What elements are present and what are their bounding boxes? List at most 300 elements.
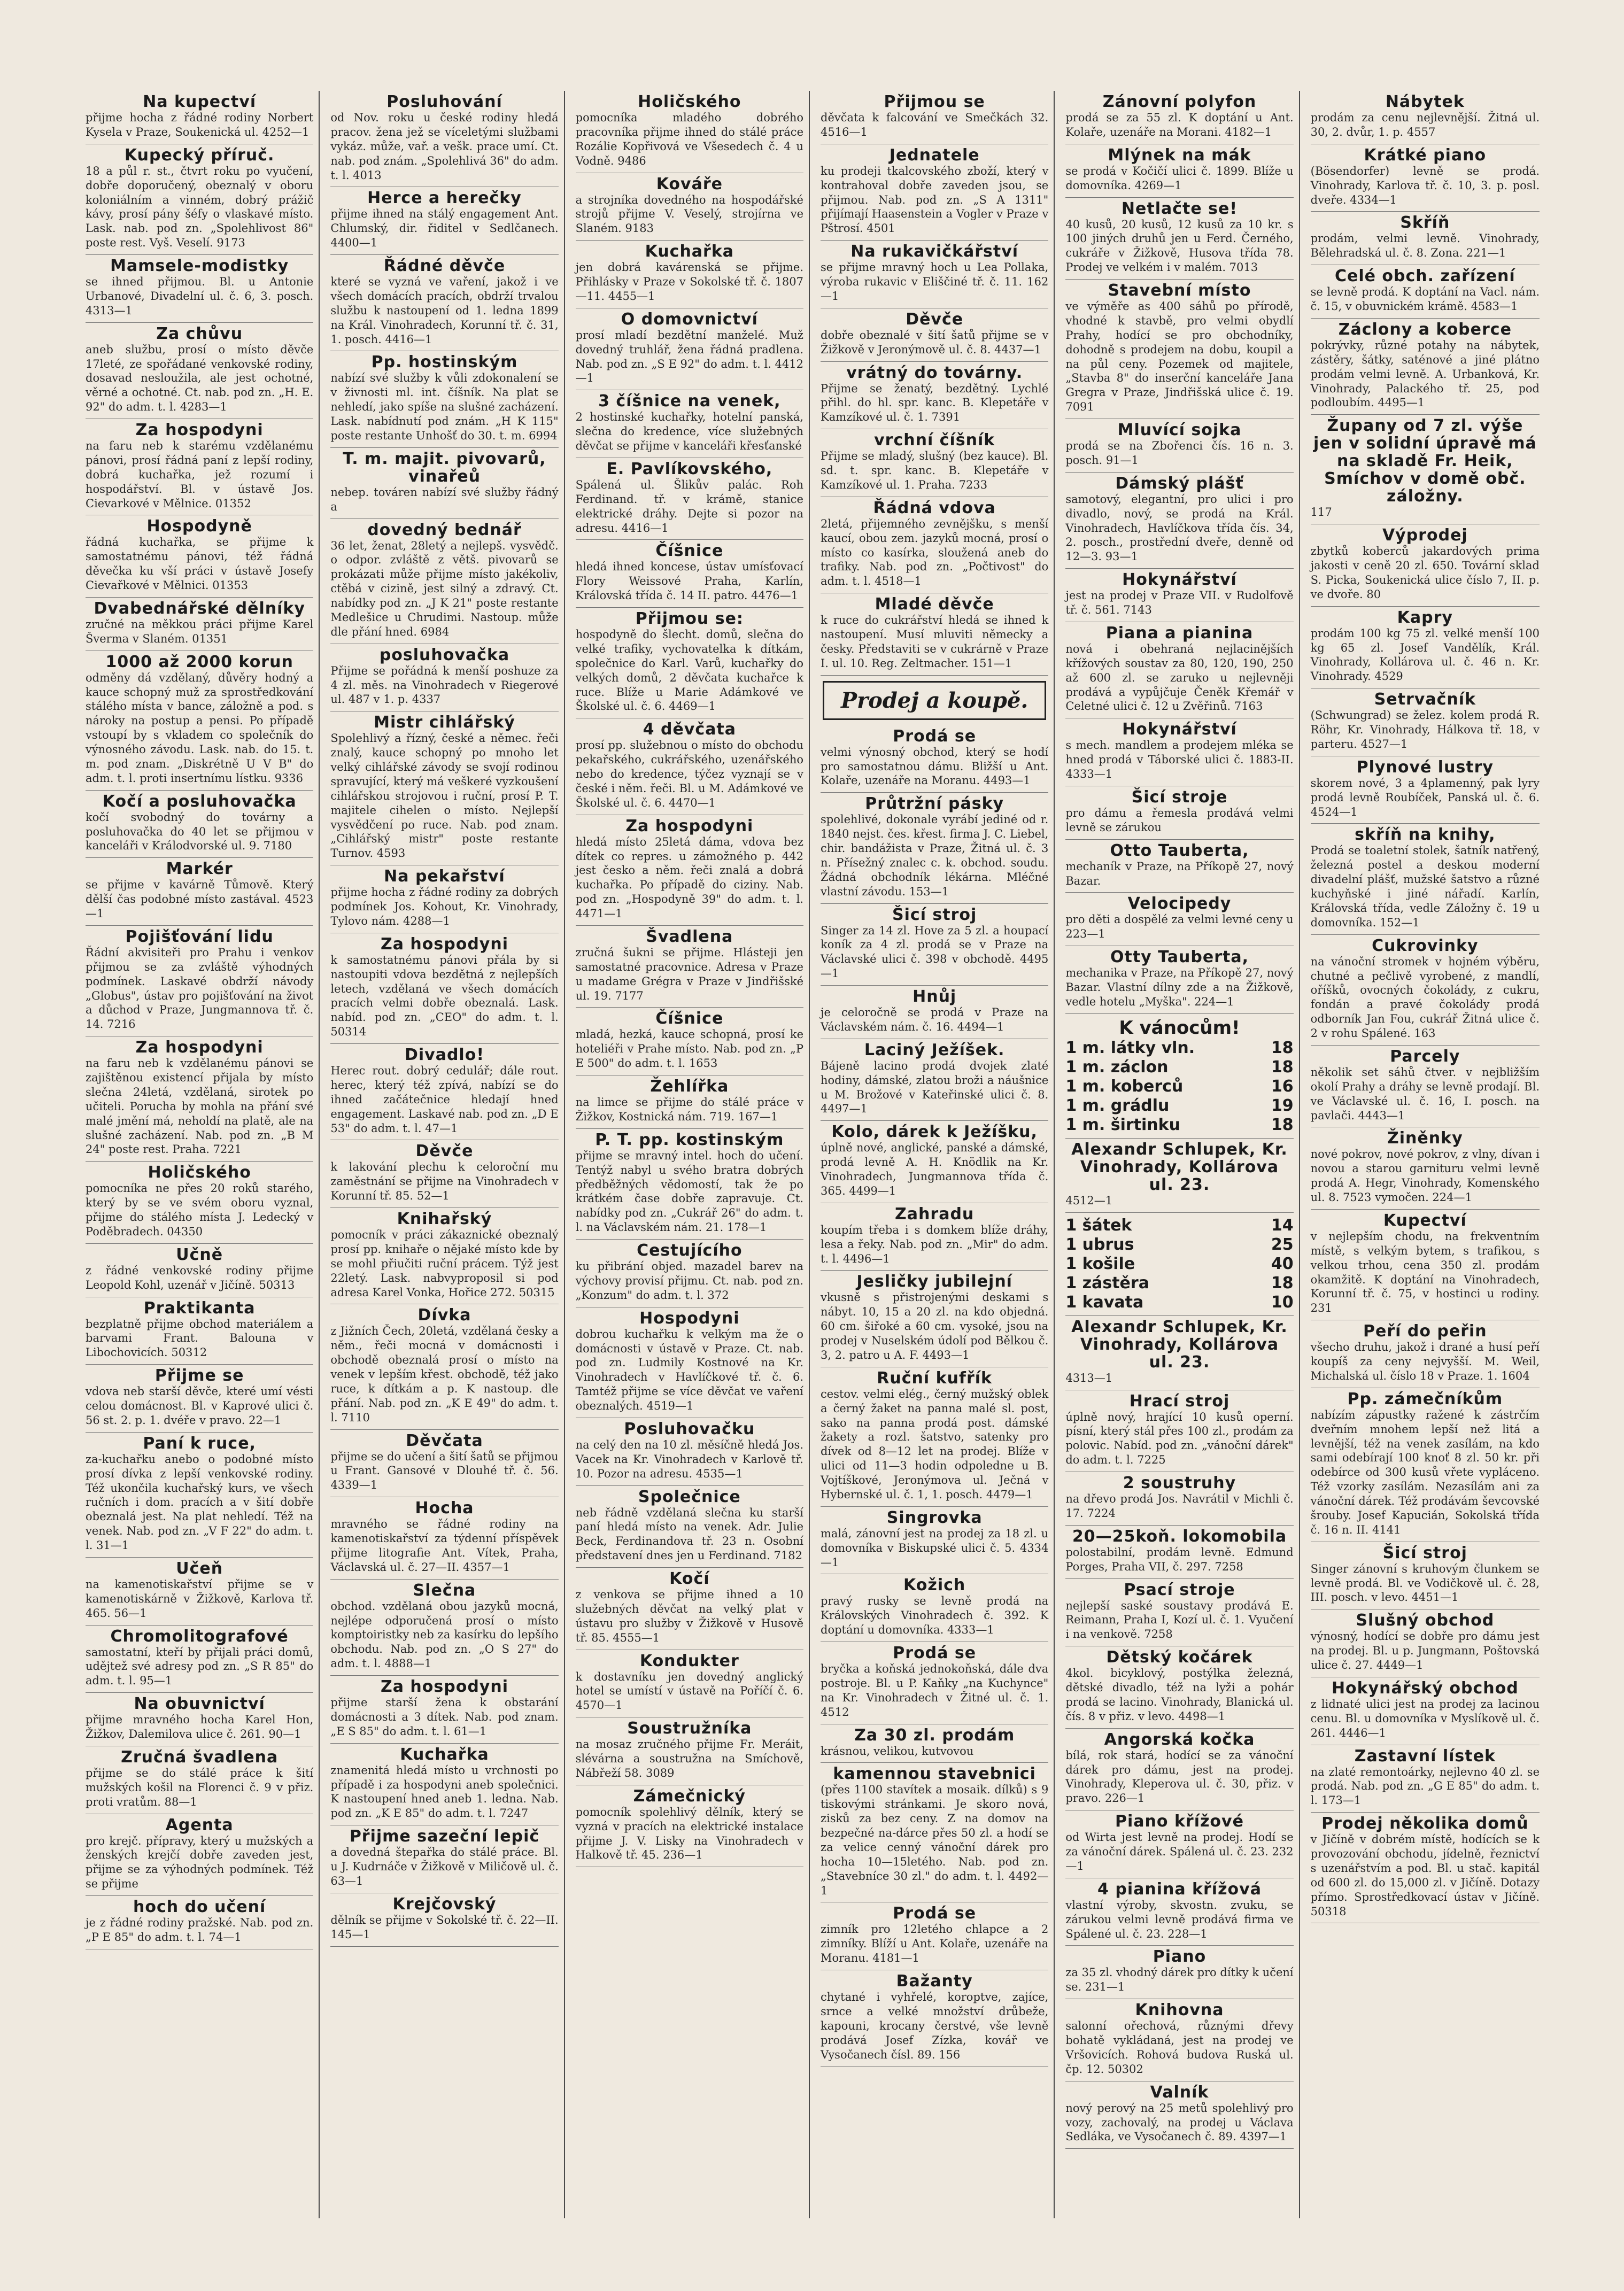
classified-ad (576, 926, 803, 1008)
classified-ad (1065, 1810, 1293, 1878)
ad-body: dobrou kuchařku k velkým ma že o domácnosti v ústavě v Praze. Ct. nab. pod zn. Ludmily Kostnové na Kr. Vinohradech v Havlíčkové tř. č. 6. Tamtéž přijme se více děvčat ve vaření obeznalých. 4519—1 (575, 1327, 803, 1412)
ad-body: k samostatnému pánovi přála by si nastoupiti vdova bezdětná z nejlepších letech, vzdělaná ve všech domácích pracích velmi dobře obeznalá. Lask. nabíd. pod zn. „CEO" do adm. t. l. 50314 (330, 953, 559, 1039)
classified-ad (1311, 756, 1540, 824)
ad-body: z venkova se přijme ihned a 10 služebných děvčat na velký plat v ústavu pro služby v Žižkově v Husově tř. 85. 4555—1 (575, 1588, 803, 1644)
classified-ad (86, 255, 313, 323)
classified-ad (330, 933, 558, 1044)
ad-body: úplně nové, anglické, panské a dámské, prodá levně A. H. Knödlik na Kr. Vinohradech, Jungmannova třída č. 365. 4499—1 (821, 1141, 1049, 1197)
classified-ad (330, 1044, 558, 1140)
newspaper-page (80, 91, 1545, 2218)
ad-body: 18 a půl r. st., čtvrt roku po vyučení, dobře doporučený, obeznalý v oboru koloniálním a vinném, dobrý prážič kávy, prosí pány šéfy o vlaskavé místo. Lask. nab. pod zn. „Spolehlivost 86" poste rest. Vyš. Veselí. 9173 (86, 164, 314, 250)
classified-ad (821, 1367, 1048, 1507)
classified-ad (576, 1075, 803, 1129)
ad-headline: Krejčovský (392, 1894, 497, 1914)
classified-ad (330, 91, 558, 187)
classified-ad (330, 519, 558, 644)
classified-ad (1065, 2081, 1293, 2149)
classified-ad (330, 644, 558, 712)
classified-ad (1065, 718, 1293, 786)
ad-headline: Číšnice (655, 1009, 724, 1028)
ad-body: polostabilní, prodám levně. Edmund Porges, Praha VII, č. 297. 7258 (1065, 1545, 1294, 1573)
ad-headline: Holičského (638, 92, 741, 111)
price-list-value: 18 (1271, 1273, 1294, 1292)
ad-headline: Mlýnek na mák (1108, 145, 1251, 165)
ad-headline: Stavební místo (1108, 281, 1251, 300)
ad-headline: skříň na knihy, (1355, 825, 1496, 845)
classified-ad (1311, 319, 1540, 415)
ad-headline: Prodej několika domů (1321, 1814, 1529, 1833)
classified-ad (86, 1626, 313, 1693)
classified-ad (330, 448, 558, 519)
ad-headline: Knihovna (1135, 2001, 1224, 2020)
ad-body: pomocníka ne přes 20 roků starého, který by se ve svém oboru vyznal, přijme do stálého místa J. Ledecký v Poděbradech. 04350 (86, 1182, 314, 1238)
ad-headline: 3 číšnice na venek, (598, 392, 781, 411)
ad-body: ku přibrání objed. mazadel barev na výchovy provisí přijmu. Ct. nab. pod zn. „Konzum" do adm. t. l. 372 (575, 1260, 803, 1302)
ad-body: 40 kusů, 20 kusů, 12 kusů za 10 kr. s 100 jiných druhů jen u Ferd. Černého, cukráře v Žižkově, Husova třída 78. Prodej ve velkém i v malém. 7013 (1065, 218, 1294, 274)
ad-headline: Kondukter (639, 1651, 739, 1670)
ad-headline: Cestujícího (637, 1241, 743, 1260)
ad-headline: Hocha (415, 1499, 474, 1518)
classified-ad (86, 1162, 313, 1244)
classified-ad (1065, 1579, 1293, 1647)
ad-headline: O domovnictví (621, 309, 758, 329)
classified-ad (821, 1902, 1048, 1970)
price-list-row (1065, 1077, 1293, 1096)
ad-headline: Alexandr Schlupek, Kr. Vinohrady, Kollárova ul. 23. (1071, 1317, 1288, 1372)
ad-body: chytané i vyhřelé, koroptve, zajíce, srnce a velké množství drůbeže, kapouni, krocany čerstvé, vše levně prodává Josef Zízka, kovář ve Vysočanech čísl. 89. 156 (821, 1991, 1049, 2061)
ad-headline: Angorská kočka (1104, 1730, 1255, 1749)
price-list-item: 1 zástěra (1065, 1273, 1149, 1292)
ad-body: vkusně s přistrojenými deskami s nábyt. 10, 15 a 20 zl. na kdo objedná. 60 cm. šiřoké a 60 cm. vysoké, jsou na prodej v Nuselském údolí pod Bělkou č. 3, 2. patro u A. F. 4493—1 (821, 1291, 1049, 1361)
classified-ad (1065, 144, 1293, 198)
classified-ad (1311, 265, 1540, 319)
ad-body: výnosný, hodící se dobře pro dámu jest na prodej. Bl. u p. Jungmann, Poštovská ulice č. 27. 4449—1 (1310, 1630, 1540, 1671)
classified-ad (1311, 688, 1540, 756)
classified-ad (86, 1814, 313, 1897)
ad-body: hledá místo 25letá dáma, vdova bez dítek co repres. u zámožného p. 442 jest česko a něm. řeči znalá a dobrá kuchařka. Po případě do ciziny. Nab. pod zn. „Hospodyně 39" do adm. t. l. 4471—1 (575, 835, 803, 920)
ad-headline: P. T. pp. kostinským (595, 1130, 784, 1149)
classified-ad (821, 1724, 1048, 1763)
ad-body: znamenitá hledá místo u vrchnosti po případě i za hospodyni aneb společnici. K nastoupení hned aneb 1. ledna. Nab. pod zn. „K E 85" do adm. t. l. 7247 (330, 1763, 559, 1820)
ad-body: z řádné venkovské rodiny přijme Leopold Kohl, uzenář v Jičíně. 50313 (86, 1264, 314, 1291)
ad-headline: Peří do peřin (1363, 1322, 1487, 1341)
ad-body: přijme se do stálé práce k šití mužských košil na Florenci č. 9 v přiz. proti vratům. 88—1 (86, 1766, 314, 1808)
ad-body: nové pokrov, nové pokrov, z vlny, dívan i novou a starou garnituru velmi levně prodá A. Hegr, Vinohrady, Komenského ul. 8. 7523 vymočen. 224—1 (1310, 1148, 1540, 1204)
ad-headline: Za hospodyni (135, 1038, 264, 1057)
ad-body: na celý den na 10 zl. měsíčně hledá Jos. Vacek na Kr. Vinohradech v Karlově tř. 10. Pozor na adresu. 4535—1 (575, 1438, 803, 1480)
ad-body: malá, zánovní jest na prodej za 18 zl. u domovníka v Biskupské ulici č. 5. 4334—1 (821, 1527, 1049, 1569)
ad-body: řádná kuchařka, se přijme k samostatnému pánovi, též řádná děvečka ku vší práci v ústavě Josefy Cievařkové v Mělnici. 01353 (86, 536, 314, 592)
classified-ad (330, 1580, 558, 1676)
classified-ad (1311, 935, 1540, 1046)
classified-ad (1311, 1127, 1540, 1210)
ad-headline: Šicí stroje (1131, 787, 1228, 807)
classified-ad (330, 187, 558, 255)
ad-body: s mech. mandlem a prodejem mléka se hned prodá v Táborské ulici č. 1883-II. 4333—1 (1065, 739, 1294, 780)
ad-headline: Dívka (417, 1306, 471, 1325)
ad-body: se přijme v kavárně Tůmově. Který dělší čas podobné místo zastával. 4523—1 (86, 878, 314, 920)
price-list-row (1065, 1116, 1293, 1135)
ad-body: pokrývky, různé potahy na nábytek, zástěry, šátky, saténové a jiné plátno prodám velmi levně. A. Urbanková, Kr. Vinohrady, Palackého tř. 25, pod podloubím. 4495—1 (1310, 338, 1540, 409)
price-list-value: 14 (1271, 1216, 1294, 1235)
ad-headline: Řádná vdova (873, 498, 996, 517)
ad-headline: Na kupectví (143, 92, 257, 111)
ad-headline: Knihařský (397, 1210, 492, 1228)
ad-headline: Prodá se (893, 1644, 977, 1662)
ad-body: krásnou, velikou, kutvovou (821, 1744, 974, 1758)
ad-headline: Paní k ruce, (143, 1434, 256, 1453)
ad-body: prodá se za 55 zl. K doptání u Ant. Kolaře, uzenáře na Morani. 4182—1 (1065, 111, 1294, 138)
classified-ad (1065, 1878, 1293, 1946)
classified-ad (821, 429, 1048, 497)
classified-ad (330, 1497, 558, 1580)
ad-headline: Kožich (903, 1576, 966, 1595)
ad-body: mechaník v Praze, na Příkopě 27, nový Bazar. (1065, 860, 1294, 887)
ad-headline: Hnůj (912, 987, 957, 1006)
classified-ad (1311, 824, 1540, 934)
classified-ad (330, 1893, 558, 1947)
ad-body: v Jičíně v dobrém místě, hodících se k provozování obchodu, jídelně, řeznictví s uzenářstvím a pod. Bl. u stač. kapitál od 600 zl. do 15,000 zl. v Jičíně. Dotazy přímo. Sprostředkovací ústav v Jičíně. 50318 (1310, 1833, 1540, 1918)
ad-headline: Soustružníka (627, 1719, 752, 1738)
ad-body: bryčka a koňská jednokoňská, dále dva postroje. Bl. u P. Kaňky „na Kuchynce" na Kr. Vinohradech v Žitné ul. č. 1. 4512 (821, 1662, 1049, 1719)
ad-body: všecho druhu, jakož i drané a husí peří koupíš za ceny nejvyšší. M. Weil, Michalská ul. číslo 18 v Praze. 1. 1604 (1310, 1341, 1540, 1382)
ad-body: odměny dá vzdělaný, důvěry hodný a kauce schopný muž za sprostředkování stálého místa v bance, záložně a pod. s nároky na postup a pensi. Po případě vstoupí by s vkladem co společník do výnosného závodu. Lask. nab. do 15. t. m. pod znam. „Diskrétně U V B" do adm. t. l. proti insertnímu lístku. 9336 (86, 671, 314, 785)
ad-headline: Výprodej (1382, 526, 1468, 545)
classified-ad (86, 598, 313, 651)
ad-headline: Za hospodyni (380, 934, 508, 954)
ad-body: na faru neb k starému vzdělanému pánovi, prosí řádná paní z lepší rodiny, dobrá kuchařka, jež rozumí i hospodářství. Bl. v ústavě Jos. Cievarkové v Mělnice. 01352 (86, 439, 314, 510)
ad-body: přijme se mravný intel. hoch do učení. Tentýž nabyl u svého bratra dobrých předběžných vědomostí, tak že po krátkém čase dobře zapravuje. Ct. nabídky pod zn. „Cukrář 26" do adm. t. l. na Václavském nám. 21. 178—1 (575, 1149, 803, 1234)
ad-body: přijme mravného hocha Karel Hon, Žižkov, Dalemilova ulice č. 261. 90—1 (86, 1713, 314, 1740)
price-list-row (1065, 1058, 1293, 1077)
ad-headline: Přijme sazeční lepič (349, 1827, 540, 1846)
ad-headline: Netlačte se! (1121, 199, 1238, 218)
ad-headline: Hospodyně (146, 517, 252, 536)
ad-headline: Za 30 zl. prodám (854, 1725, 1015, 1745)
classified-ad (576, 1129, 803, 1240)
ad-headline: vrchní číšník (874, 431, 995, 450)
classified-ad (576, 173, 803, 241)
ad-body: Spálená ul. Šlikův palác. Roh Ferdinand. tř. v krámě, stanice elektrické dráhy. Dejte si pozor na adresu. 4416—1 (575, 478, 803, 535)
ad-body: na kamenotiskařství přijme se v kamenotiskárně v Žižkově, Karlova tř. 465. 56—1 (86, 1577, 314, 1620)
classified-ad (576, 1717, 803, 1785)
ad-body: a strojníka dovedného na hospodářské strojů přijme V. Veselý, strojírna ve Slaném. 9183 (575, 193, 803, 235)
classified-ad (576, 1568, 803, 1650)
classified-ad (330, 711, 558, 865)
ad-body: je celoročně se prodá v Praze na Václavském nám. č. 16. 4494—1 (821, 1006, 1049, 1033)
ad-body: zručné na měkkou práci přijme Karel Šverma v Slaném. 01351 (86, 617, 314, 645)
ad-headline: Agenta (165, 1815, 234, 1835)
ad-headline: Záclony a koberce (1338, 320, 1512, 339)
ad-body: k ruce do cukrářství hledá se ihned k nastoupení. Musí mluviti německy a česky. Představiti se v cukrárně v Praze I. ul. 10. Reg. Zeltmacher. 151—1 (821, 614, 1049, 670)
ad-body: prodám, velmi levně. Vinohrady, Bělehradská ul. č. 8. Zona. 221—1 (1310, 232, 1540, 260)
ad-headline: Posluhovačku (624, 1419, 755, 1438)
ad-body: nová i obehraná nejlacinějších křížových soustav za 80, 120, 190, 250 až 600 zl. se zaruko u nejlevněji prodává a vypůjčuje Čeněk Křemář v Celetné ulici č. 12 u Zvěřinů. 7163 (1065, 642, 1294, 713)
classified-ad (1065, 893, 1293, 946)
price-list-item: 1 m. koberců (1065, 1077, 1184, 1096)
ad-body: zručná šukni se přijme. Hlásteji jen samostatné pracovnice. Adresa v Praze u madame Grégra v Praze v Jindřišské ul. 19. 7177 (575, 946, 803, 1002)
ad-headline: Krátké piano (1364, 145, 1487, 165)
ad-body: mladá, hezká, kauce schopná, prosí ke hoteliéři v Prahe místo. Nab. pod zn. „P E 500" do adm. t. l. 1653 (575, 1028, 803, 1070)
ad-body: v nejlepším chodu, na frekventním místě, s velkým bytem, s trafikou, s velkou trhou, cena 350 zl. prodám okamžitě. K doptání na Vinohradech, Korunní tř. č. 75, v hostinci u rodiny. 231 (1310, 1229, 1540, 1315)
classified-ad (576, 91, 803, 173)
price-list-item: 1 m. širtinku (1065, 1115, 1180, 1134)
classified-ad (821, 904, 1048, 986)
classified-ad (1311, 1813, 1540, 1923)
ad-headline: Herce a herečky (367, 189, 522, 208)
classified-ad (576, 1418, 803, 1486)
ad-headline: Na obuvnictví (134, 1694, 265, 1714)
classified-ad (821, 1574, 1048, 1642)
classified-ad (86, 1244, 313, 1297)
price-list-value: 40 (1271, 1254, 1294, 1273)
ad-headline: Valník (1150, 2083, 1209, 2102)
price-list-value: 18 (1271, 1057, 1294, 1077)
column-1 (80, 91, 320, 2218)
ad-body: nejlepší saské soustavy prodává E. Reimann, Praha I, Kozí ul. č. 1. Vyučení i na venkově. 7258 (1065, 1599, 1294, 1641)
ad-headline: Holičského (148, 1163, 251, 1182)
classified-ad (1065, 622, 1293, 718)
ad-body: salonní ořechová, různými dřevy bohatě vykládaná, jest na prodej ve Vršovicích. Rohová budova Ruská ul. čp. 12. 50302 (1065, 2019, 1294, 2076)
ad-headline: Laciný Ježíšek. (864, 1040, 1005, 1059)
ad-body: jest na prodej v Praze VII. v Rudolfově tř. č. 561. 7143 (1065, 589, 1294, 616)
ad-headline: Učně (176, 1245, 223, 1264)
ad-body: na vánoční stromek v hojném výběru, chutné a pečlivě vyrobené, z mandlí, oříšků, ovocných čokolády, z cukru, fondán a pravé čokolády prodá odborník Jan Fou, cukrář Žitná ulice č. 2 v rohu Spálené. 163 (1310, 955, 1540, 1040)
ad-headline: Župany od 7 zl. výše jen v solidní úpravě má na skladě Fr. Heik, Smíchov v domě obč. záložny. (1313, 416, 1537, 506)
ad-headline: Singrovka (886, 1508, 983, 1527)
price-list-item: 1 m. grádlu (1065, 1096, 1170, 1115)
price-list-item: 1 košile (1065, 1254, 1135, 1273)
ad-body: nabízím zápustky ražené k zástrčím dveřním mnohem lepší než litá a levnější, též na venek zasílám, na kdo sami odebírají 100 knoť 8 zl. 50 kr. při odebírce od 300 kusů vřete vypláceno. Též vzorky zasílám. Nezasílám ani za vánoční dárek. Též prodávám ševcovské šrouby. Josef Kapucián, Sokolská třída č. 16 n. II. 4141 (1310, 1408, 1540, 1536)
price-list-item: 1 m. záclon (1065, 1057, 1169, 1077)
classified-ad (1065, 1472, 1293, 1526)
ad-headline: Otty Tauberta, (1110, 948, 1249, 967)
ad-body: prosí mladí bezdětní manželé. Muž dovedný truhlář, žena řádná pradlena. Nab. pod zn. „S E 92" do adm. t. l. 4412—1 (575, 328, 803, 385)
ad-body: 4313—1 (1065, 1371, 1113, 1384)
ad-body: na faru neb k vzdělanému pánovi se zajištěnou existencí přijala by místo slečna 24letá, vzdělaná, sirotek po učiteli. Porucha by mohla na přání své malé jmění má, neholdí na platě, ale na slušné zacházení. Nab. pod zn. „B M 24" poste rest. Praha. 7221 (86, 1057, 314, 1156)
ad-body: za-kuchařku anebo o podobné místo prosí dívka z lepší venkovské rodiny. Též ukončila kuchařský kurs, ve všech ručních i dom. pracích a v šití dobře obeznalá jest. Na plat nehledí. Též na venek. Nab. pod zn. „V F 22" do adm. t. l. 31—1 (86, 1452, 314, 1552)
ad-headline: Kováře (656, 174, 723, 194)
ad-headline: Společnice (638, 1487, 741, 1506)
ad-body: přijme hocha z řádné rodiny Norbert Kysela v Praze, Soukenická ul. 4252—1 (86, 111, 314, 138)
classified-ad (821, 725, 1048, 793)
classified-ad (1311, 1677, 1540, 1745)
ad-body: pro dámu a řemesla prodává velmi levně se zárukou (1065, 806, 1294, 834)
ad-body: přijme se do učení a šití šatů se přijmou u Frant. Gansové v Dlouhé tř. č. 56. 4339—1 (330, 1450, 559, 1492)
price-list-row (1065, 1216, 1293, 1235)
classified-ad (821, 986, 1048, 1039)
classified-ad (1311, 144, 1540, 212)
ad-headline: Slečna (413, 1581, 476, 1600)
classified-ad (330, 255, 558, 351)
classified-ad (821, 1039, 1048, 1121)
ad-body: pomocník spolehlivý dělník, který se vyzná v pracích na elektrické instalace přijme J. V. Lisky na Vinohradech v Halkově tř. 45. 236—1 (575, 1805, 803, 1862)
classified-ad (576, 308, 803, 391)
ad-headline: 20—25koň. lokomobila (1072, 1527, 1287, 1546)
ad-headline: Slušný obchod (1356, 1611, 1495, 1630)
ad-body: na zlaté remontoárky, nejlevno 40 zl. se prodá. Nab. pod zn. „G E 85" do adm. t. l. 173—1 (1310, 1765, 1540, 1807)
ad-body: skorem nové, 3 a 4plamenný, pak lyry prodá levně Roubíček, Panská ul. č. 6. 4524—1 (1310, 776, 1540, 818)
ad-headline: Plynové lustry (1356, 757, 1494, 777)
ad-body: pro děti a dospělé za velmi levné ceny u 223—1 (1065, 913, 1294, 941)
classified-ad (330, 1140, 558, 1208)
ad-headline: Skříň (1400, 213, 1450, 233)
ad-headline: Dvabednářské dělníky (94, 599, 305, 618)
ad-body: 2 hostinské kuchařky, hotelní panská, slečna do kredence, více služebných děvčat se přijme v kanceláři křesťanské (575, 411, 803, 452)
price-list-value: 19 (1271, 1096, 1294, 1115)
classified-ad (576, 1486, 803, 1568)
ad-body: samostatní, kteří by přijali práci domů, udějtež své adresy pod zn. „S R 85" do adm. t. l. 95—1 (86, 1645, 314, 1688)
ad-headline: Kočí a posluhovačka (102, 792, 297, 811)
ad-headline: Na rukavičkářství (850, 242, 1019, 261)
classified-ad (330, 1304, 558, 1429)
classified-ad (821, 1121, 1048, 1203)
classified-ad (1311, 1609, 1540, 1677)
ad-headline: Hokynářský obchod (1331, 1678, 1519, 1698)
classified-ad (1311, 1745, 1540, 1813)
ad-headline: Kuchařka (645, 242, 734, 261)
ad-headline: Otto Tauberta, (1110, 841, 1249, 860)
ad-headline: hoch do učení (133, 1898, 266, 1916)
ad-body: z lidnaté ulici jest na prodej za lacinou cenu. Bl. u domovníka v Myslíkově ul. č. 261. 4446—1 (1310, 1697, 1540, 1739)
ad-body: velmi výnosný obchod, který se hodí pro samostatnou dámu. Bližší u Ant. Kolaře, uzenáře na Moranu. 4493—1 (821, 745, 1049, 787)
ad-headline: Švadlena (646, 927, 733, 946)
ad-body: na limce se přijme do stálé práce v Žižkov, Kostnická nám. 719. 167—1 (575, 1096, 803, 1123)
ad-headline: Za chůvu (156, 324, 243, 343)
ad-headline: Řádné děvče (383, 257, 506, 275)
classified-ad (330, 1430, 558, 1498)
classified-ad (330, 1208, 558, 1304)
classified-ad (86, 1433, 313, 1558)
classified-ad (330, 1825, 558, 1893)
classified-ad (1065, 1526, 1293, 1579)
ad-headline: Děvče (906, 309, 964, 329)
ad-body: se ihned přijmou. Bl. u Antonie Urbanové, Divadelní ul. č. 6, 3. posch. 4313—1 (86, 275, 314, 317)
ad-body: které se vyzná ve vaření, jakož i ve všech domácích pracích, obdrží trvalou službu k nastoupení od 1. ledna 1899 na Král. Vinohradech, Korunní tř. č. 31, 1. posch. 4416—1 (330, 275, 559, 346)
ad-body: Singer zánovní s kruhovým člunkem se levně prodá. Bl. ve Vodičkově ul. č. 28, III. posch. v levo. 4451—1 (1310, 1562, 1540, 1604)
ad-headline: Mamsele-modistky (110, 257, 289, 275)
classified-ad (1065, 1999, 1293, 2081)
ad-body: samotový, elegantní, pro ulici i pro divadlo, nový, se prodá na Král. Vinohradech, Havlíčkova třída čís. 34, 2. posch., prostřední dveře, denně od 12—3. 93—1 (1065, 492, 1294, 563)
ad-headline: Markér (166, 860, 233, 879)
ad-headline: Mladé děvče (875, 595, 994, 614)
ad-body: se přijme mravný hoch u Lea Pollaka, výroba rukavic v Eliščiné tř. č. 11. 162—1 (821, 261, 1049, 303)
ad-body: pro krejč. přípravy, který u mužských a ženských krejčí dobře zaveden jest, přijme se za výhodných podmínek. Též se přijme (86, 1834, 314, 1891)
ad-headline: Za hospodyni (625, 816, 754, 835)
classified-ad (821, 144, 1048, 241)
ad-body: několik set sáhů čtver. v nejbližším okolí Prahy a dráhy se levně prodají. Bl. ve Václavské ul. č. 16, I. posch. na pavlači. 4443—1 (1310, 1065, 1540, 1122)
ad-headline: Parcely (1390, 1047, 1460, 1066)
ad-body: vlastní výroby, skvostn. zvuku, se zárukou velmi levně prodává firma ve Spálené ul. č. 23. 228—1 (1065, 1898, 1294, 1940)
ad-body: dělník se přijme v Sokolské tř. č. 22—II. 145—1 (330, 1913, 559, 1941)
classified-ad (821, 1642, 1048, 1724)
ad-body: přijme ihned na stálý engagement Ant. Chlumský, dir. řiditel v Sedlčanech. 4400—1 (330, 207, 559, 250)
classified-ad (1065, 1139, 1293, 1213)
classified-ad (330, 351, 558, 447)
classified-ad (821, 793, 1048, 903)
classified-ad (86, 1558, 313, 1626)
classified-ad (1311, 212, 1540, 265)
ad-body: 117 (1310, 506, 1332, 519)
ad-headline: Chromolitografové (110, 1627, 289, 1646)
ad-body: úplně nový, hrající 10 kusů operní. písní, který stál přes 100 zl., prodám za polovic. Nabíd. pod zn. „vánoční dárek" do adm. t. l. 7225 (1065, 1410, 1294, 1467)
classified-ad (1065, 419, 1293, 473)
ad-headline: 2 soustruhy (1123, 1474, 1236, 1492)
ad-body: zbytků koberců jakardových prima jakosti v ceně 20 zl. 650. Tovární sklad S. Picka, Soukenická ulice číslo 7, II. p. ve dvoře. 80 (1310, 545, 1540, 601)
ad-headline: Žiněnky (1387, 1129, 1463, 1148)
ad-body: Herec rout. dobrý cedulář; dále rout. herec, který též zpívá, nabízí se do ihned začátečnice hledají hned engagement. Laskavé nab. pod zn. „D E 53" do adm. t. l. 47—1 (330, 1064, 559, 1135)
ad-body: jen dobrá kavárenská se přijme. Přihlásky v Praze v Sokolské tř. č. 1807—11. 4455—1 (575, 261, 803, 303)
ad-body: (Bösendorfer) levně se prodá. Vinohrady, Karlova tř. č. 10, 3. p. posl. dveře. 4334—1 (1310, 164, 1540, 206)
price-list-item: 1 šátek (1065, 1216, 1132, 1235)
ad-body: Přijme se ženatý, bezdětný. Lychlé přihl. do hl. spr. kanc. B. Klepetáře v Kamzíkové ul. č. 1. 7391 (821, 382, 1049, 424)
ad-body: mravného se řádné rodiny na kamenotiskařství za týdenní příspěvek přijme litografie Ant. Vítek, Praha, Václavská ul. č. 27—II. 4357—1 (330, 1518, 559, 1574)
ad-headline: Kuchařka (400, 1745, 489, 1764)
classified-ad (1065, 473, 1293, 569)
ad-body: je z řádné rodiny pražské. Nab. pod zn. „P E 85" do adm. t. l. 74—1 (86, 1916, 314, 1944)
ad-body: za 35 zl. vhodný dárek pro dítky k učení se. 231—1 (1065, 1966, 1294, 1994)
classified-ad (576, 1307, 803, 1418)
classified-ad (1311, 91, 1540, 144)
price-list-value: 18 (1271, 1038, 1294, 1057)
classified-ad (1065, 280, 1293, 419)
classified-ad (86, 791, 313, 858)
classified-ad (821, 362, 1048, 430)
ad-body: a dovedná štepařka do stálé práce. Bl. u J. Kudrnáče v Žižkově v Miličově ul. č. 63—1 (330, 1846, 559, 1887)
ad-headline: Dámský plášť (1115, 474, 1244, 493)
column-3 (570, 91, 810, 2218)
ad-body: 2letá, přijemného zevnějšku, s menší kaucí, obou zem. jazyků mocná, prosí o místo co kasírka, sloužená aneb do trafiky. Nab. pod zn. „Počtivost" do adm. t. l. 4518—1 (821, 517, 1049, 588)
price-list-row (1065, 1039, 1293, 1058)
classified-ad (1311, 415, 1540, 524)
ad-body: Přijme se mladý, slušný (bez kauce). Bl. sd. t. spr. kanc. B. Klepetáře v Kamzíkové ul. 1. Praha. 7233 (821, 450, 1049, 491)
ad-body: 4512—1 (1065, 1194, 1113, 1207)
ad-headline: Bažanty (896, 1972, 973, 1991)
classified-ad (1065, 91, 1293, 144)
ad-body: od Wirta jest levně na prodej. Hodí se za vánoční dárek. Spálená ul. č. 23. 232—1 (1065, 1831, 1294, 1872)
price-list-value: 25 (1271, 1235, 1294, 1254)
ad-headline: Děvče (415, 1142, 474, 1161)
ad-body: prodám 100 kg 75 zl. velké menší 100 kg 65 zl. Josef Vandělík, Král. Vinohrady, Kollárova ul. č. 46 n. Kr. Vinohrady. 4529 (1310, 626, 1540, 683)
ad-body: Singer za 14 zl. Hove za 5 zl. a houpací koník za 4 zl. prodá se v Praze na Václavské ulici č. 398 v obchodě. 4495—1 (821, 924, 1049, 980)
ad-body: na dřevo prodá Jos. Navrátil v Michli č. 17. 7224 (1065, 1492, 1294, 1520)
ad-headline: Hokynářství (1122, 720, 1237, 739)
ad-headline: Piana a pianina (1105, 623, 1254, 643)
classified-ad (86, 419, 313, 515)
ad-headline: Kapry (1397, 608, 1453, 627)
ad-headline: Nábytek (1385, 92, 1465, 111)
ad-body: pomocník v práci zákaznické obeznalý prosí pp. knihaře o nějaké místo kde by se mohl přiučiti ruční prácem. Týž jest 22letý. Lask. nabvyproposil si pod adresa Karel Vonka, Hořice 272. 50315 (330, 1228, 559, 1299)
ad-headline: Pojišťování lidu (125, 927, 274, 946)
ad-headline: Na pekařství (384, 867, 505, 886)
ad-headline: dovedný bednář (367, 520, 522, 539)
ad-headline: Žehlířka (650, 1077, 729, 1096)
ad-body: hospodyně do šlecht. domů, slečna do velké trafiky, vychovatelka k dítkám, společnice do Karl. Varů, kuchařky do velkých domů, 2 děvčata kuchařce k ruce. Blíže u Marie Adámkové ve Školské ul. č. 6. 4469—1 (575, 628, 803, 713)
ad-headline: 4 pianina křížová (1097, 1879, 1262, 1899)
ad-body: aneb službu, prosí o místo děvče 17leté, ze spořádané venkovské rodiny, dosavad nesloužila, ale jest ochotné, věrné a ochotné. Ct. nab. pod zn. „H. E. 92" do adm. t. l. 4283—1 (86, 343, 314, 414)
ad-headline: Jesličky jubilejní (856, 1272, 1012, 1291)
ad-headline: Zručná švadlena (121, 1747, 279, 1767)
ad-headline: Kolo, dárek k Ježíšku, (831, 1123, 1038, 1142)
column-2 (325, 91, 564, 2218)
ad-body: prodám za cenu nejlevnější. Žitná ul. 30, 2. dvůr, 1. p. 4557 (1310, 111, 1540, 138)
classified-ad (1311, 524, 1540, 607)
classified-ad (821, 1507, 1048, 1575)
ad-headline: Číšnice (655, 541, 724, 561)
ad-headline: Šicí stroj (1382, 1543, 1467, 1562)
ad-body: prodá se na Zbořenci čís. 16 n. 3. posch. 91—1 (1065, 439, 1294, 467)
ad-body: k dostavníku jen dovedný anglický hotel se umístí v ústavě na Poříčí č. 6. 4570—1 (575, 1670, 803, 1712)
